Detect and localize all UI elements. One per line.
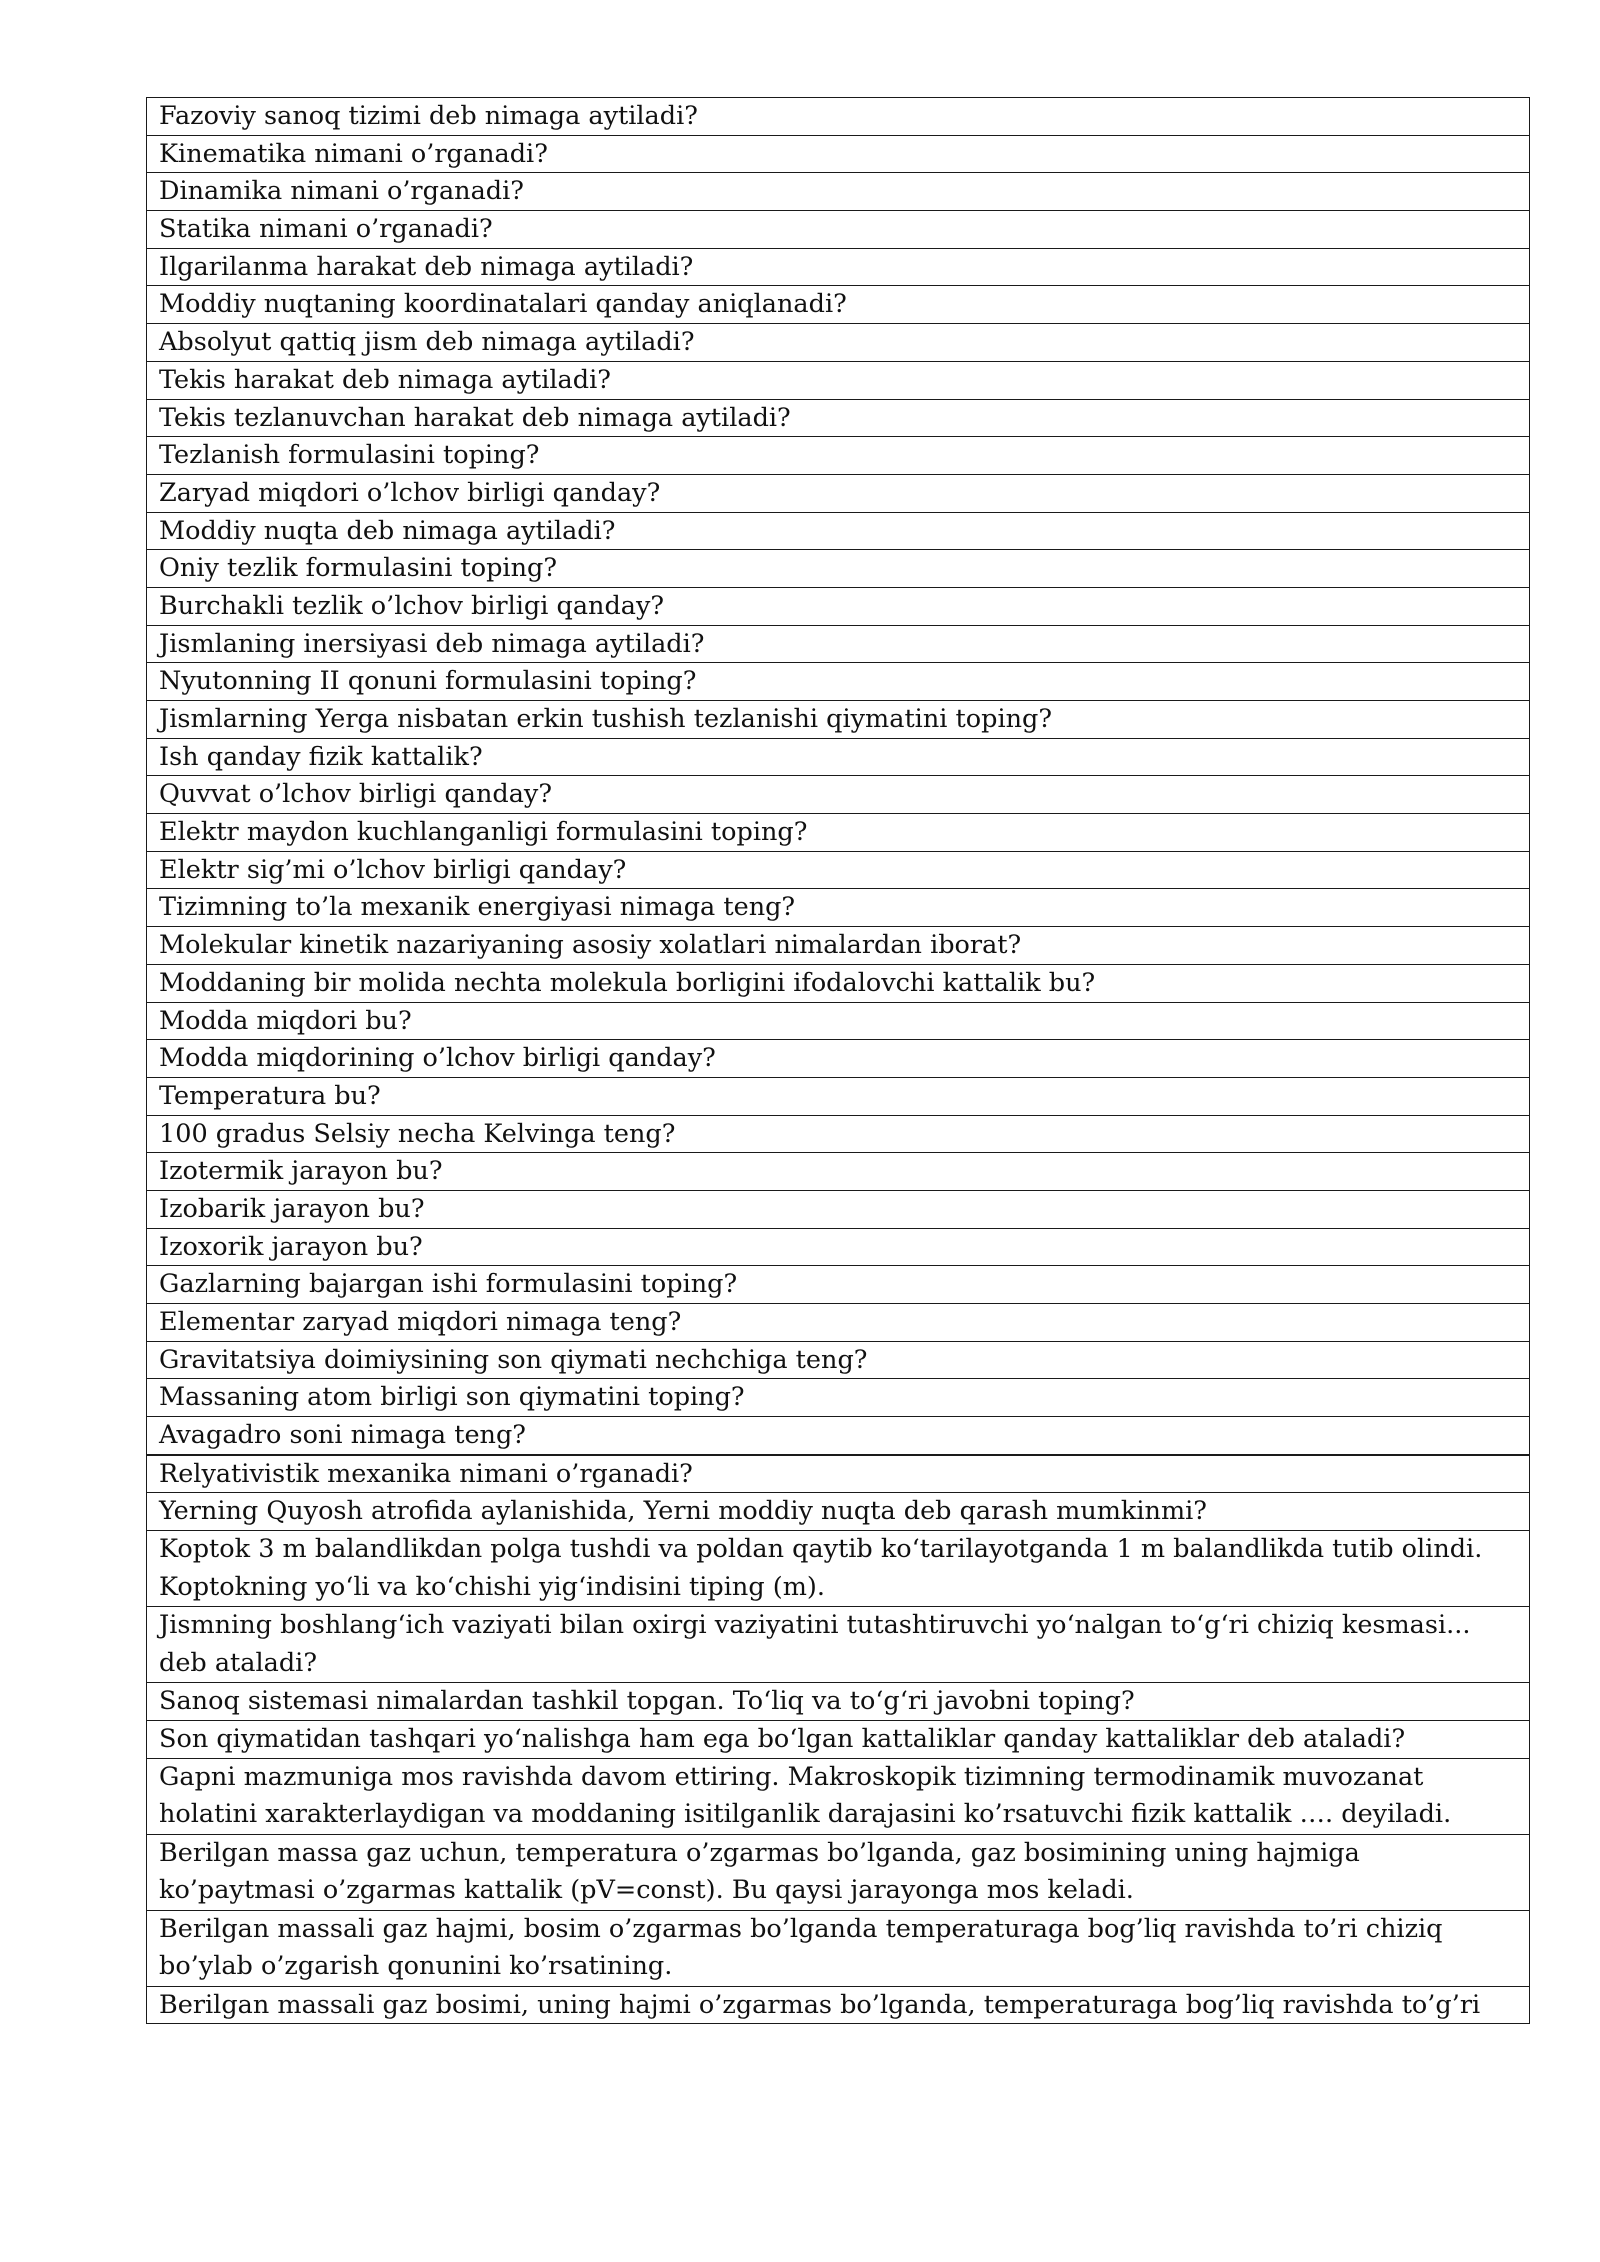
question-cell: Modda miqdorining o’lchov birligi qanday? bbox=[147, 1040, 1530, 1078]
table-row bbox=[147, 399, 1530, 437]
question-cell: Ilgarilanma harakat deb nimaga aytiladi? bbox=[147, 248, 1530, 286]
table-row bbox=[147, 1758, 1530, 1834]
question-cell: Izobarik jarayon bu? bbox=[147, 1190, 1530, 1228]
question-cell: Tekis harakat deb nimaga aytiladi? bbox=[147, 361, 1530, 399]
question-cell: Izotermik jarayon bu? bbox=[147, 1153, 1530, 1191]
table-row bbox=[147, 1720, 1530, 1758]
question-cell: Yerning Quyosh atrofida aylanishida, Yerni moddiy nuqta deb qarash mumkinmi? bbox=[147, 1493, 1530, 1531]
table-row bbox=[147, 1455, 1530, 1493]
question-cell: Elektr maydon kuchlanganligi formulasini toping? bbox=[147, 814, 1530, 852]
table-row bbox=[147, 1341, 1530, 1379]
question-cell: Jismning boshlang‘ich vaziyati bilan oxirgi vaziyatini tutashtiruvchi yo‘nalgan to‘g‘ri chiziq kesmasi... deb ataladi? bbox=[147, 1607, 1530, 1683]
table-row bbox=[147, 1986, 1530, 2024]
question-cell: Quvvat o’lchov birligi qanday? bbox=[147, 776, 1530, 814]
question-cell: Kinematika nimani o’rganadi? bbox=[147, 135, 1530, 173]
table-row bbox=[147, 587, 1530, 625]
table-row bbox=[147, 701, 1530, 739]
question-cell: Gapni mazmuniga mos ravishda davom ettiring. Makroskopik tizimning termodinamik muvozanat holatini xarakterlaydigan va moddaning isitilganlik darajasini ko’rsatuvchi fizik kattalik …. deyiladi. bbox=[147, 1758, 1530, 1834]
question-cell: Gravitatsiya doimiysining son qiymati nechchiga teng? bbox=[147, 1341, 1530, 1379]
table-row bbox=[147, 964, 1530, 1002]
table-row bbox=[147, 361, 1530, 399]
table-row bbox=[147, 1002, 1530, 1040]
table-row bbox=[147, 474, 1530, 512]
question-cell: Modda miqdori bu? bbox=[147, 1002, 1530, 1040]
question-cell: Jismlaning inersiyasi deb nimaga aytiladi? bbox=[147, 625, 1530, 663]
table-row bbox=[147, 1834, 1530, 1910]
question-cell: Statika nimani o’rganadi? bbox=[147, 211, 1530, 249]
question-cell: Son qiymatidan tashqari yo‘nalishga ham ega bo‘lgan kattaliklar qanday kattaliklar deb ataladi? bbox=[147, 1720, 1530, 1758]
table-row bbox=[147, 211, 1530, 249]
table-row bbox=[147, 437, 1530, 475]
table-row bbox=[147, 663, 1530, 701]
question-cell: Relyativistik mexanika nimani o’rganadi? bbox=[147, 1455, 1530, 1493]
question-cell: Fazoviy sanoq tizimi deb nimaga aytiladi? bbox=[147, 98, 1530, 136]
table-row bbox=[147, 98, 1530, 136]
question-cell: Temperatura bu? bbox=[147, 1077, 1530, 1115]
table-row bbox=[147, 1115, 1530, 1153]
question-cell: Moddiy nuqtaning koordinatalari qanday aniqlanadi? bbox=[147, 286, 1530, 324]
table-row bbox=[147, 625, 1530, 663]
question-cell: Ish qanday fizik kattalik? bbox=[147, 738, 1530, 776]
question-cell: Tezlanish formulasini toping? bbox=[147, 437, 1530, 475]
question-cell: Avagadro soni nimaga teng? bbox=[147, 1417, 1530, 1455]
question-cell: Izoxorik jarayon bu? bbox=[147, 1228, 1530, 1266]
table-row bbox=[147, 814, 1530, 852]
question-cell: Elektr sig’mi o’lchov birligi qanday? bbox=[147, 851, 1530, 889]
table-row bbox=[147, 1683, 1530, 1721]
question-cell: Berilgan massali gaz hajmi, bosim o’zgarmas bo’lganda temperaturaga bog’liq ravishda to’ri chiziq bo’ylab o’zgarish qonunini ko’rsatining. bbox=[147, 1910, 1530, 1986]
question-cell: Jismlarning Yerga nisbatan erkin tushish tezlanishi qiymatini toping? bbox=[147, 701, 1530, 739]
table-row bbox=[147, 851, 1530, 889]
question-cell: 100 gradus Selsiy necha Kelvinga teng? bbox=[147, 1115, 1530, 1153]
question-cell: Moddiy nuqta deb nimaga aytiladi? bbox=[147, 512, 1530, 550]
table-row bbox=[147, 1153, 1530, 1191]
table-row bbox=[147, 1266, 1530, 1304]
table-row bbox=[147, 173, 1530, 211]
questions-table bbox=[146, 97, 1530, 2024]
question-cell: Burchakli tezlik o’lchov birligi qanday? bbox=[147, 587, 1530, 625]
table-row bbox=[147, 1304, 1530, 1342]
question-cell: Moddaning bir molida nechta molekula borligini ifodalovchi kattalik bu? bbox=[147, 964, 1530, 1002]
table-row bbox=[147, 738, 1530, 776]
table-row bbox=[147, 550, 1530, 588]
table-row bbox=[147, 248, 1530, 286]
question-cell: Gazlarning bajargan ishi formulasini toping? bbox=[147, 1266, 1530, 1304]
table-row bbox=[147, 1910, 1530, 1986]
question-cell: Berilgan massali gaz bosimi, uning hajmi o’zgarmas bo’lganda, temperaturaga bog’liq ravishda to’g’ri bbox=[147, 1986, 1530, 2024]
table-row bbox=[147, 1607, 1530, 1683]
question-cell: Berilgan massa gaz uchun, temperatura o’zgarmas bo’lganda, gaz bosimining uning hajmiga ko’paytmasi o’zgarmas kattalik (pV=const). Bu qaysi jarayonga mos keladi. bbox=[147, 1834, 1530, 1910]
table-row bbox=[147, 286, 1530, 324]
question-cell: Koptok 3 m balandlikdan polga tushdi va poldan qaytib ko‘tarilayotganda 1 m balandlikda tutib olindi. Koptokning yo‘li va ko‘chishi yig‘indisini tiping (m). bbox=[147, 1531, 1530, 1607]
question-cell: Oniy tezlik formulasini toping? bbox=[147, 550, 1530, 588]
table-row bbox=[147, 1190, 1530, 1228]
question-cell: Zaryad miqdori o’lchov birligi qanday? bbox=[147, 474, 1530, 512]
table-row bbox=[147, 1040, 1530, 1078]
table-row bbox=[147, 135, 1530, 173]
question-cell: Sanoq sistemasi nimalardan tashkil topgan. To‘liq va to‘g‘ri javobni toping? bbox=[147, 1683, 1530, 1721]
table-row bbox=[147, 927, 1530, 965]
table-row bbox=[147, 1417, 1530, 1455]
question-cell: Tizimning to’la mexanik energiyasi nimaga teng? bbox=[147, 889, 1530, 927]
table-row bbox=[147, 776, 1530, 814]
question-cell: Absolyut qattiq jism deb nimaga aytiladi? bbox=[147, 324, 1530, 362]
table-row bbox=[147, 1077, 1530, 1115]
table-row bbox=[147, 889, 1530, 927]
question-cell: Nyutonning II qonuni formulasini toping? bbox=[147, 663, 1530, 701]
question-cell: Molekular kinetik nazariyaning asosiy xolatlari nimalardan iborat? bbox=[147, 927, 1530, 965]
question-cell: Tekis tezlanuvchan harakat deb nimaga aytiladi? bbox=[147, 399, 1530, 437]
table-row bbox=[147, 1531, 1530, 1607]
question-cell: Dinamika nimani o’rganadi? bbox=[147, 173, 1530, 211]
question-cell: Massaning atom birligi son qiymatini toping? bbox=[147, 1379, 1530, 1417]
table-row bbox=[147, 324, 1530, 362]
table-row bbox=[147, 1379, 1530, 1417]
table-row bbox=[147, 512, 1530, 550]
table-row bbox=[147, 1228, 1530, 1266]
question-cell: Elementar zaryad miqdori nimaga teng? bbox=[147, 1304, 1530, 1342]
table-row bbox=[147, 1493, 1530, 1531]
